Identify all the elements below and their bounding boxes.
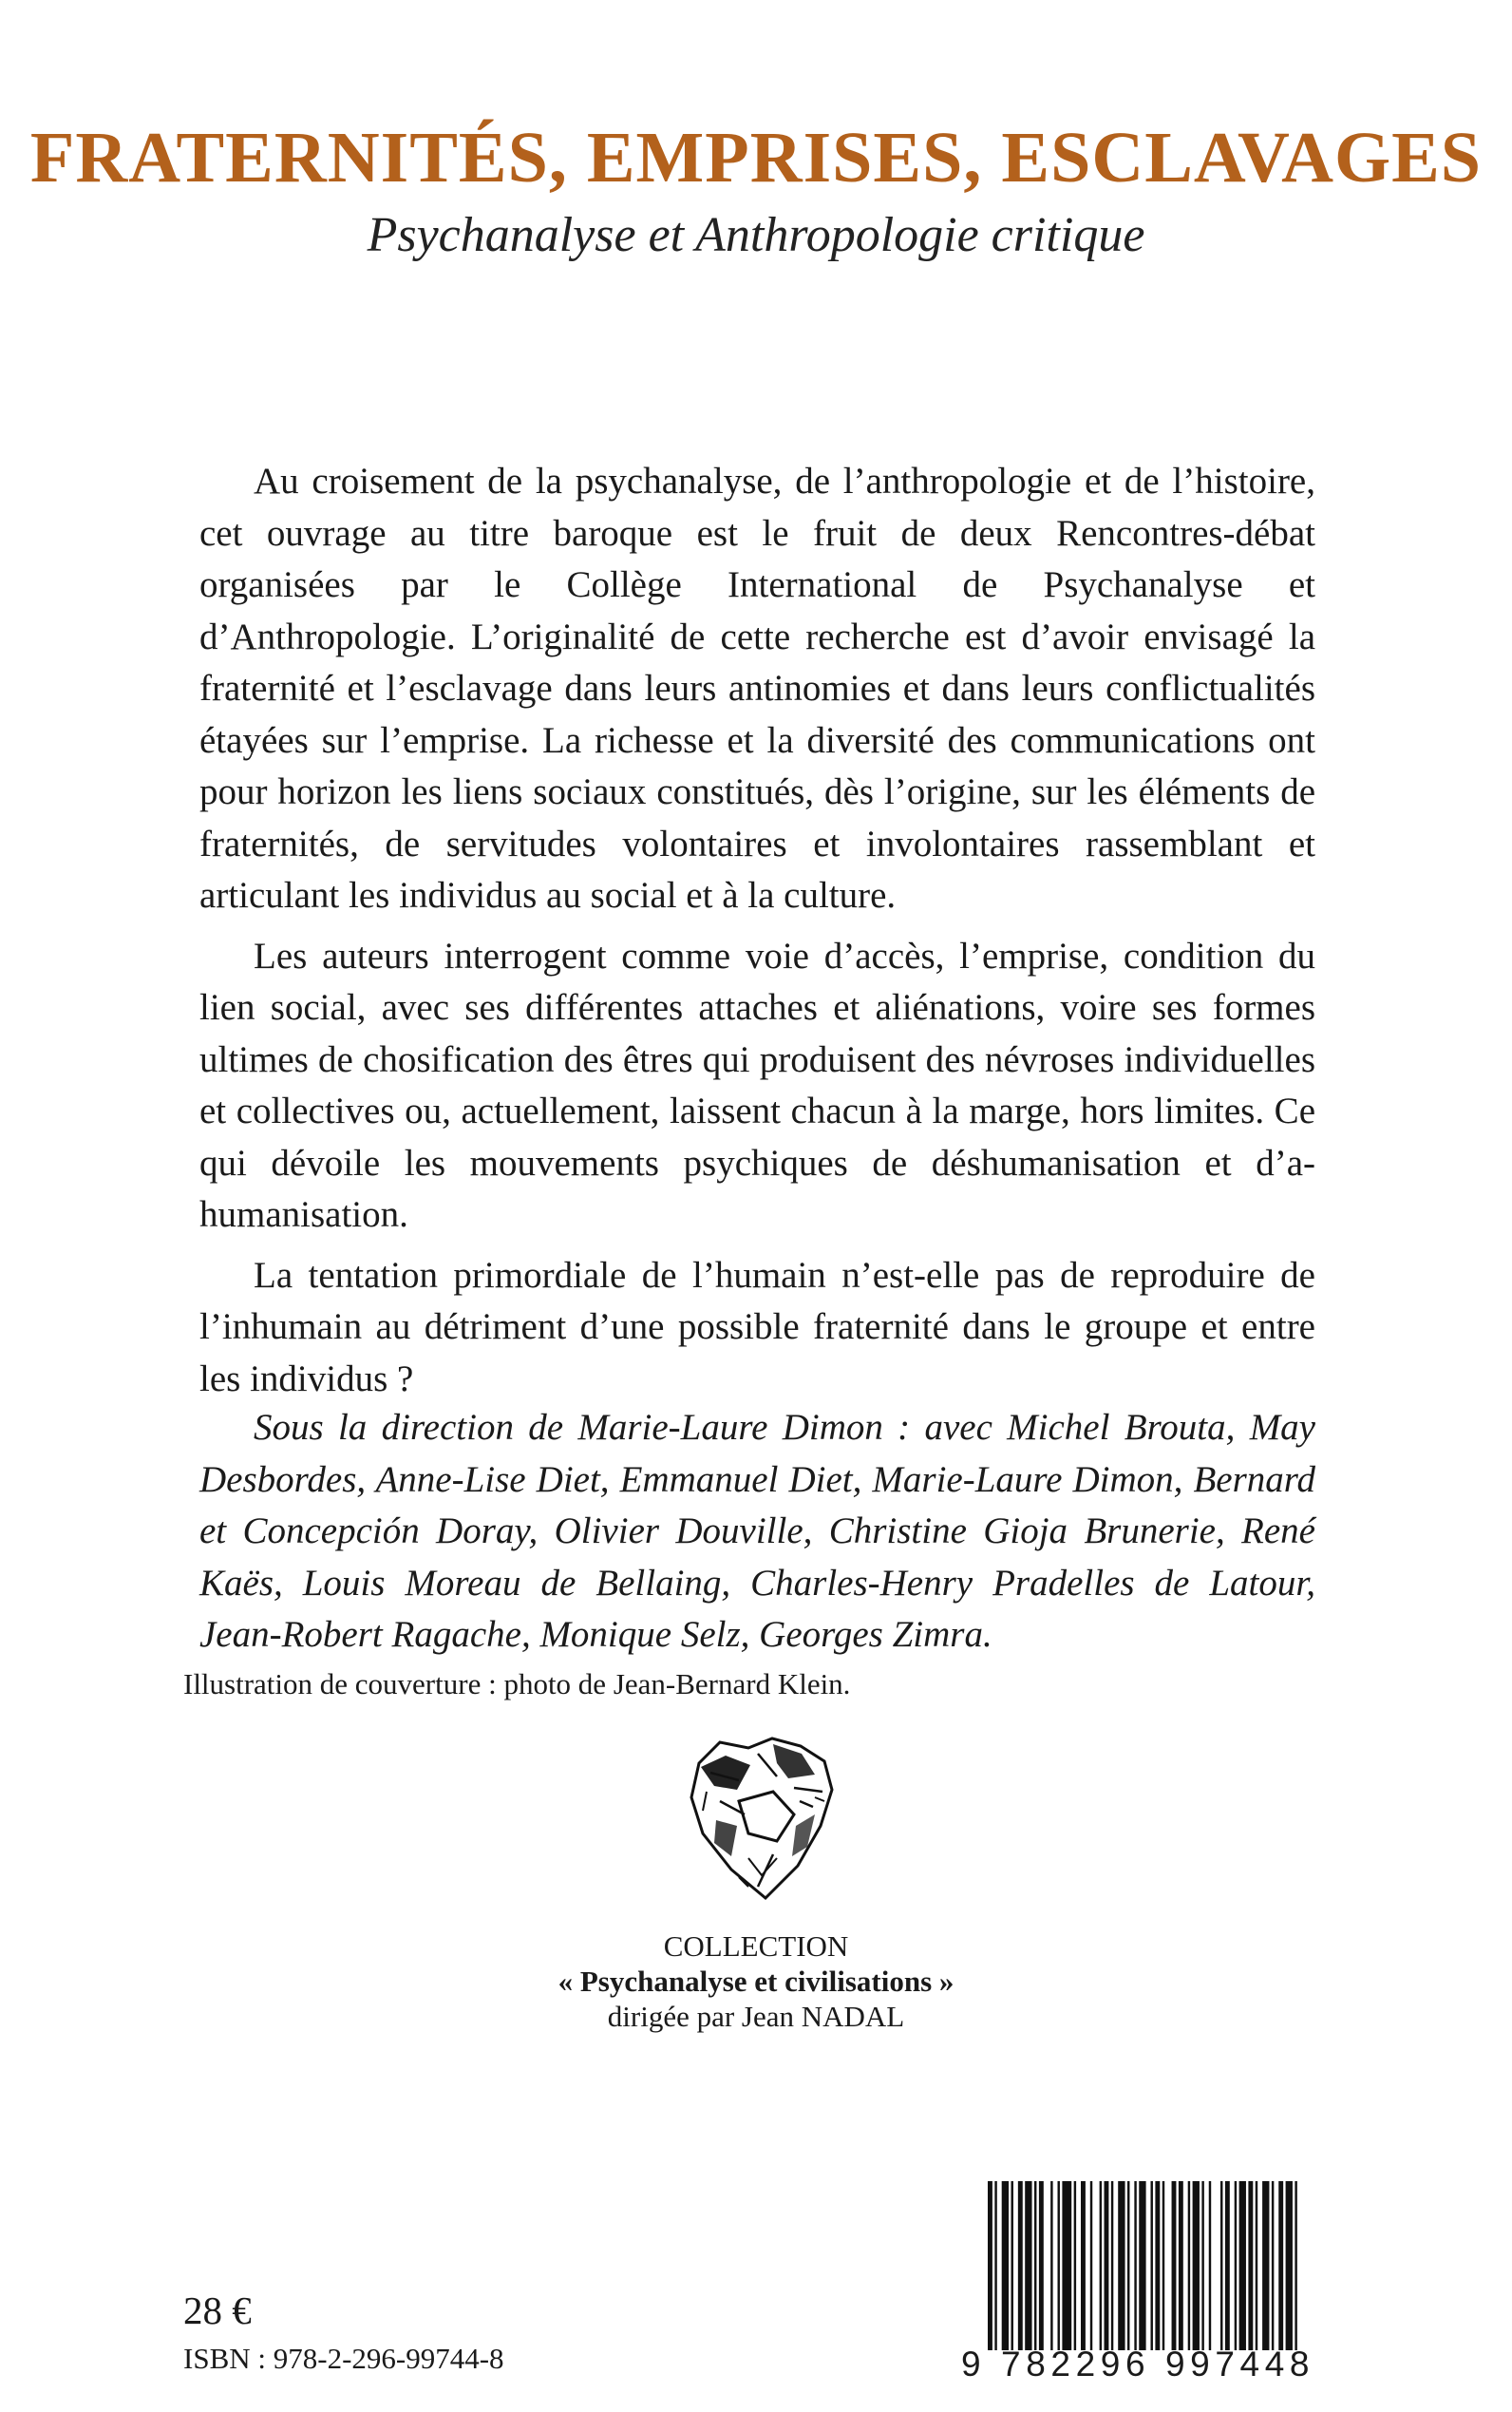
barcode-bar xyxy=(1220,2181,1222,2350)
barcode-bar xyxy=(1118,2181,1125,2350)
barcode-bar xyxy=(1262,2181,1269,2350)
barcode-bar xyxy=(1278,2181,1283,2350)
barcode-bar xyxy=(1272,2181,1274,2350)
book-title: FRATERNITÉS, EMPRISES, ESCLAVAGES xyxy=(29,118,1483,198)
collection-name: « Psychanalyse et civilisations » xyxy=(558,1965,954,1998)
barcode-bar xyxy=(1134,2181,1136,2350)
barcode-bar xyxy=(1058,2181,1060,2350)
price: 28 € xyxy=(183,2289,252,2332)
barcode-bar xyxy=(1090,2181,1092,2350)
cover-illustration-credit: Illustration de couverture : photo de Jean-Bernard Klein. xyxy=(183,1667,851,1700)
barcode-bar xyxy=(1155,2181,1160,2350)
barcode-bar xyxy=(1034,2181,1036,2350)
publisher-logo-icon xyxy=(682,1735,840,1902)
barcode-bar xyxy=(1193,2181,1200,2350)
collection-label: COLLECTION xyxy=(663,1929,849,1963)
barcode-bar xyxy=(1062,2181,1071,2350)
barcode-bar xyxy=(1295,2181,1296,2350)
barcode-bar xyxy=(1127,2181,1129,2350)
barcode-bar xyxy=(988,2181,992,2350)
barcode-bar xyxy=(1209,2181,1211,2350)
collection-info xyxy=(0,1928,1512,2034)
authors-block xyxy=(199,1402,1315,1662)
barcode-bar xyxy=(1105,2181,1109,2350)
barcode-digits: 9 782296 997448 xyxy=(961,2345,1315,2384)
barcode-bar xyxy=(1235,2181,1237,2350)
barcode xyxy=(986,2181,1333,2350)
barcode-bar xyxy=(1286,2181,1293,2350)
back-cover-text xyxy=(199,456,1315,1414)
barcode-bar xyxy=(1025,2181,1031,2350)
barcode-bar xyxy=(994,2181,996,2350)
isbn: ISBN : 978-2-296-99744-8 xyxy=(183,2342,504,2375)
barcode-bar xyxy=(1018,2181,1023,2350)
barcode-bar xyxy=(1039,2181,1044,2350)
barcode-bar xyxy=(1081,2181,1086,2350)
barcode-bar xyxy=(1074,2181,1076,2350)
body-paragraph: La tentation primordiale de l’humain n’est-elle pas de reproduire de l’inhumain au détriment d’une possible fraternité dans le groupe et entre les individus ? xyxy=(199,1254,1315,1399)
barcode-bar xyxy=(1172,2181,1177,2350)
barcode-bar xyxy=(1050,2181,1052,2350)
barcode-bar xyxy=(1248,2181,1253,2350)
barcode-bar xyxy=(1239,2181,1246,2350)
barcode-bar xyxy=(1201,2181,1203,2350)
barcode-bar xyxy=(1002,2181,1009,2350)
barcode-bar xyxy=(1139,2181,1145,2350)
barcode-bar xyxy=(1111,2181,1113,2350)
barcode-bar xyxy=(1100,2181,1102,2350)
barcode-bar xyxy=(1151,2181,1153,2350)
book-subtitle: Psychanalyse et Anthropologie critique xyxy=(367,208,1145,262)
barcode-bar xyxy=(1162,2181,1164,2350)
barcode-bar xyxy=(1179,2181,1183,2350)
barcode-bar xyxy=(1256,2181,1257,2350)
barcode-bar xyxy=(1225,2181,1230,2350)
body-paragraph: Au croisement de la psychanalyse, de l’anthropologie et de l’histoire, cet ouvrage au titre baroque est le fruit de deux Rencontres-débat organisées par le Collège International de Psychanalyse et d’Anthropologie. L’originalité de cette recherche est d’avoir envisagé la fraternité et l’esclavage dans leurs antinomies et dans leurs conflictualités étayées sur l’emprise. La richesse et la diversité des communications ont pour horizon les liens sociaux constitués, dès l’origine, sur les éléments de fraternités, de servitudes volontaires et involontaires rassemblant et articulant les individus au social et à la culture. xyxy=(199,461,1315,916)
body-paragraph: Les auteurs interrogent comme voie d’accès, l’emprise, condition du lien social, avec ses différentes attaches et aliénations, voire ses formes ultimes de chosification des êtres qui produisent des névroses individuelles et collectives ou, actuellement, laissent chacun à la marge, hors limites. Ce qui dévoile les mouvements psychiques de déshumanisation et d’a-humanisation. xyxy=(199,935,1315,1235)
authors-text: Sous la direction de Marie-Laure Dimon : avec Michel Brouta, May Desbordes, Anne-Lise Diet, Emmanuel Diet, Marie-Laure Dimon, Bernard et Concepción Doray, Olivier Douville, Christine Gioja Brunerie, René Kaës, Louis Moreau de Bellaing, Charles-Henry Pradelles de Latour, Jean-Robert Ragache, Monique Selz, Georges Zimra. xyxy=(199,1407,1315,1655)
barcode-bar xyxy=(1011,2181,1013,2350)
collection-director: dirigée par Jean NADAL xyxy=(607,2000,905,2033)
barcode-bar xyxy=(1188,2181,1190,2350)
